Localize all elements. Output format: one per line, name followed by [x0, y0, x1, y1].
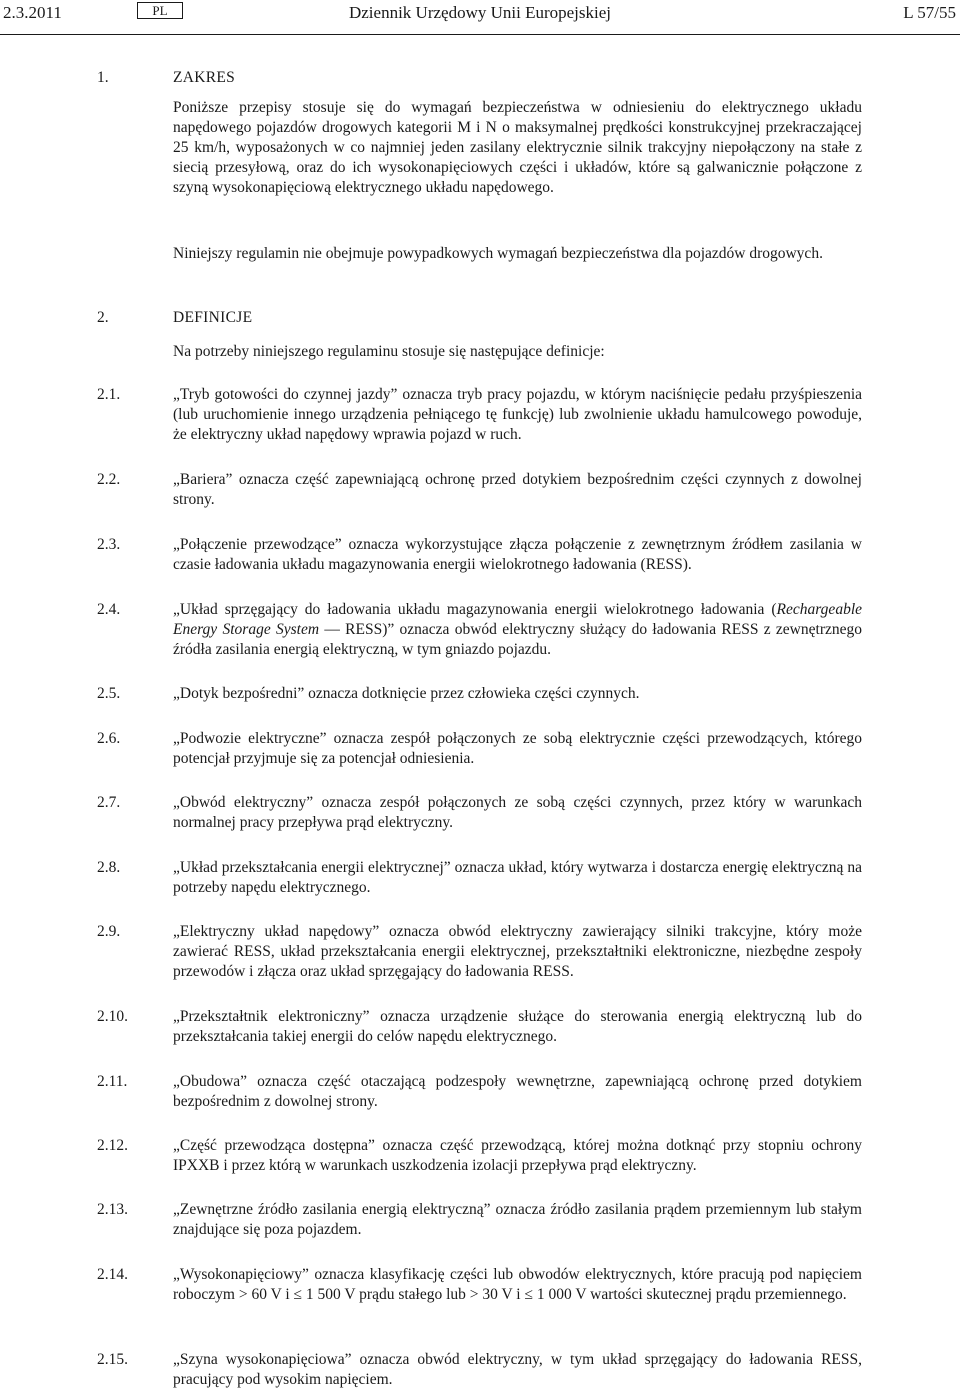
definition-text: „Część przewodząca dostępna” oznacza część przewodzącą, której można dotknąć przy stopniu ochrony IPXXB i przez którą w warunkach uszkodzenia izolacji przepływa prąd elektryczny. — [173, 1137, 862, 1174]
definition-text: „Tryb gotowości do czynnej jazdy” oznacza tryb pracy pojazdu, w którym naciśnięcie pedału przyśpieszenia (lub uruchomienie innego urządzenia pełniącego tę funkcję) lub zwolnienie układu hamulcowego powoduje, że elektryczny układ napędowy wprawia pojazd w ruch. — [173, 386, 862, 443]
header-rule — [0, 34, 960, 35]
definition-text — [173, 600, 862, 660]
definition-text: „Zewnętrzne źródło zasilania energią elektryczną” oznacza źródło zasilania prądem przemiennym lub stałym znajdujące się poza pojazdem. — [173, 1201, 862, 1238]
definition-number: 2.5. — [97, 685, 121, 702]
definition-number: 2.15. — [97, 1351, 128, 1368]
definition-number: 2.13. — [97, 1201, 128, 1218]
section-heading: ZAKRES — [173, 69, 236, 86]
definition-text: „Obudowa” oznacza część otaczającą podzespoły wewnętrzne, zapewniającą ochronę przed dotykiem bezpośrednim z dowolnej strony. — [173, 1073, 862, 1110]
definition-number: 2.4. — [97, 601, 121, 618]
language-badge: PL — [137, 2, 183, 19]
journal-title: Dziennik Urzędowy Unii Europejskiej — [348, 3, 611, 22]
definition-text: „Podwozie elektryczne” oznacza zespół połączonych ze sobą elektrycznie części przewodzących, którego potencjał przyjmuje się za potencjał odniesienia. — [173, 730, 862, 767]
definition-text: „Układ przekształcania energii elektrycznej” oznacza układ, który wytwarza i dostarcza energię elektryczną na potrzeby napędu elektrycznego. — [173, 859, 862, 896]
definition-number: 2.11. — [97, 1073, 128, 1090]
definition-text: „Bariera” oznacza część zapewniającą ochronę przed dotykiem bezpośrednim części czynnych z dowolnej strony. — [173, 471, 862, 508]
definition-text: „Szyna wysokonapięciowa” oznacza obwód elektryczny, w tym układ sprzęgający do ładowania RESS, pracujący pod wysokim napięciem. — [173, 1351, 862, 1388]
definition-number: 2.14. — [97, 1266, 128, 1283]
definition-number: 2.12. — [97, 1137, 128, 1154]
section-heading: DEFINICJE — [173, 309, 253, 326]
section-number: 1. — [97, 69, 109, 86]
page-header — [0, 0, 960, 30]
definition-number: 2.7. — [97, 794, 121, 811]
scope-paragraph-2: Niniejszy regulamin nie obejmuje powypadkowych wymagań bezpieczeństwa dla pojazdów drogowych. — [173, 245, 823, 262]
definition-number: 2.9. — [97, 923, 121, 940]
definition-text: „Przekształtnik elektroniczny” oznacza urządzenie służące do sterowania energią elektryczną lub do przekształcania takiej energii do celów napędu elektrycznego. — [173, 1008, 862, 1045]
page-reference: L 57/55 — [903, 3, 956, 22]
definition-text-italic: Rechargeable Energy Storage System — [173, 601, 862, 638]
definition-text: „Elektryczny układ napędowy” oznacza obwód elektryczny zawierający silniki trakcyjne, który może zawierać RESS, układ przekształcania energii elektrycznej, przekształtniki elektroniczne, niezbędne zespoły przewodów i złącza oraz układ sprzęgający do ładowania RESS. — [173, 923, 862, 980]
definition-text: „Dotyk bezpośredni” oznacza dotknięcie przez człowieka części czynnych. — [173, 685, 640, 702]
definition-text: „Wysokonapięciowy” oznacza klasyfikację części lub obwodów elektrycznych, które pracują pod napięciem roboczym > 60 V i ≤ 1 500 V prądu stałego lub > 30 V i ≤ 1 000 V wartości skutecznej prądu przemiennego. — [173, 1266, 862, 1303]
definitions-intro: Na potrzeby niniejszego regulaminu stosuje się następujące definicje: — [173, 343, 605, 360]
definition-text-b: — RESS)” oznacza obwód elektryczny służący do ładowania RESS z zewnętrznego źródła zasilania energią elektryczną, w tym gniazdo pojazdu. — [173, 621, 862, 658]
definition-text-a: „Układ sprzęgający do ładowania układu magazynowania energii wielokrotnego ładowania ( — [173, 601, 777, 618]
definition-text: „Obwód elektryczny” oznacza zespół połączonych ze sobą części czynnych, przez który w warunkach normalnej pracy przepływa prąd elektryczny. — [173, 794, 862, 831]
definition-number: 2.2. — [97, 471, 121, 488]
definition-number: 2.10. — [97, 1008, 128, 1025]
definition-text: „Połączenie przewodzące” oznacza wykorzystujące złącza połączenie z zewnętrznym źródłem zasilania w czasie ładowania układu magazynowania energii wielokrotnego ładowania (RESS). — [173, 536, 862, 573]
section-number: 2. — [97, 309, 109, 326]
publication-date: 2.3.2011 — [3, 3, 62, 22]
scope-paragraph-1: Poniższe przepisy stosuje się do wymagań bezpieczeństwa w odniesieniu do elektrycznego układu napędowego pojazdów drogowych kategorii M i N o maksymalnej prędkości konstrukcyjnej przekraczającej 25 km/h, wyposażonych w co najmniej jeden zasilany elektrycznie silnik trakcyjny niepołączony na stałe z siecią przesyłową, oraz do ich wysokonapięciowych części i układów, które są galwanicznie połączone z szyną wysokonapięciową elektrycznego układu napędowego. — [173, 99, 862, 196]
definition-number: 2.3. — [97, 536, 121, 553]
definition-number: 2.1. — [97, 386, 121, 403]
definition-number: 2.8. — [97, 859, 121, 876]
definition-number: 2.6. — [97, 730, 121, 747]
